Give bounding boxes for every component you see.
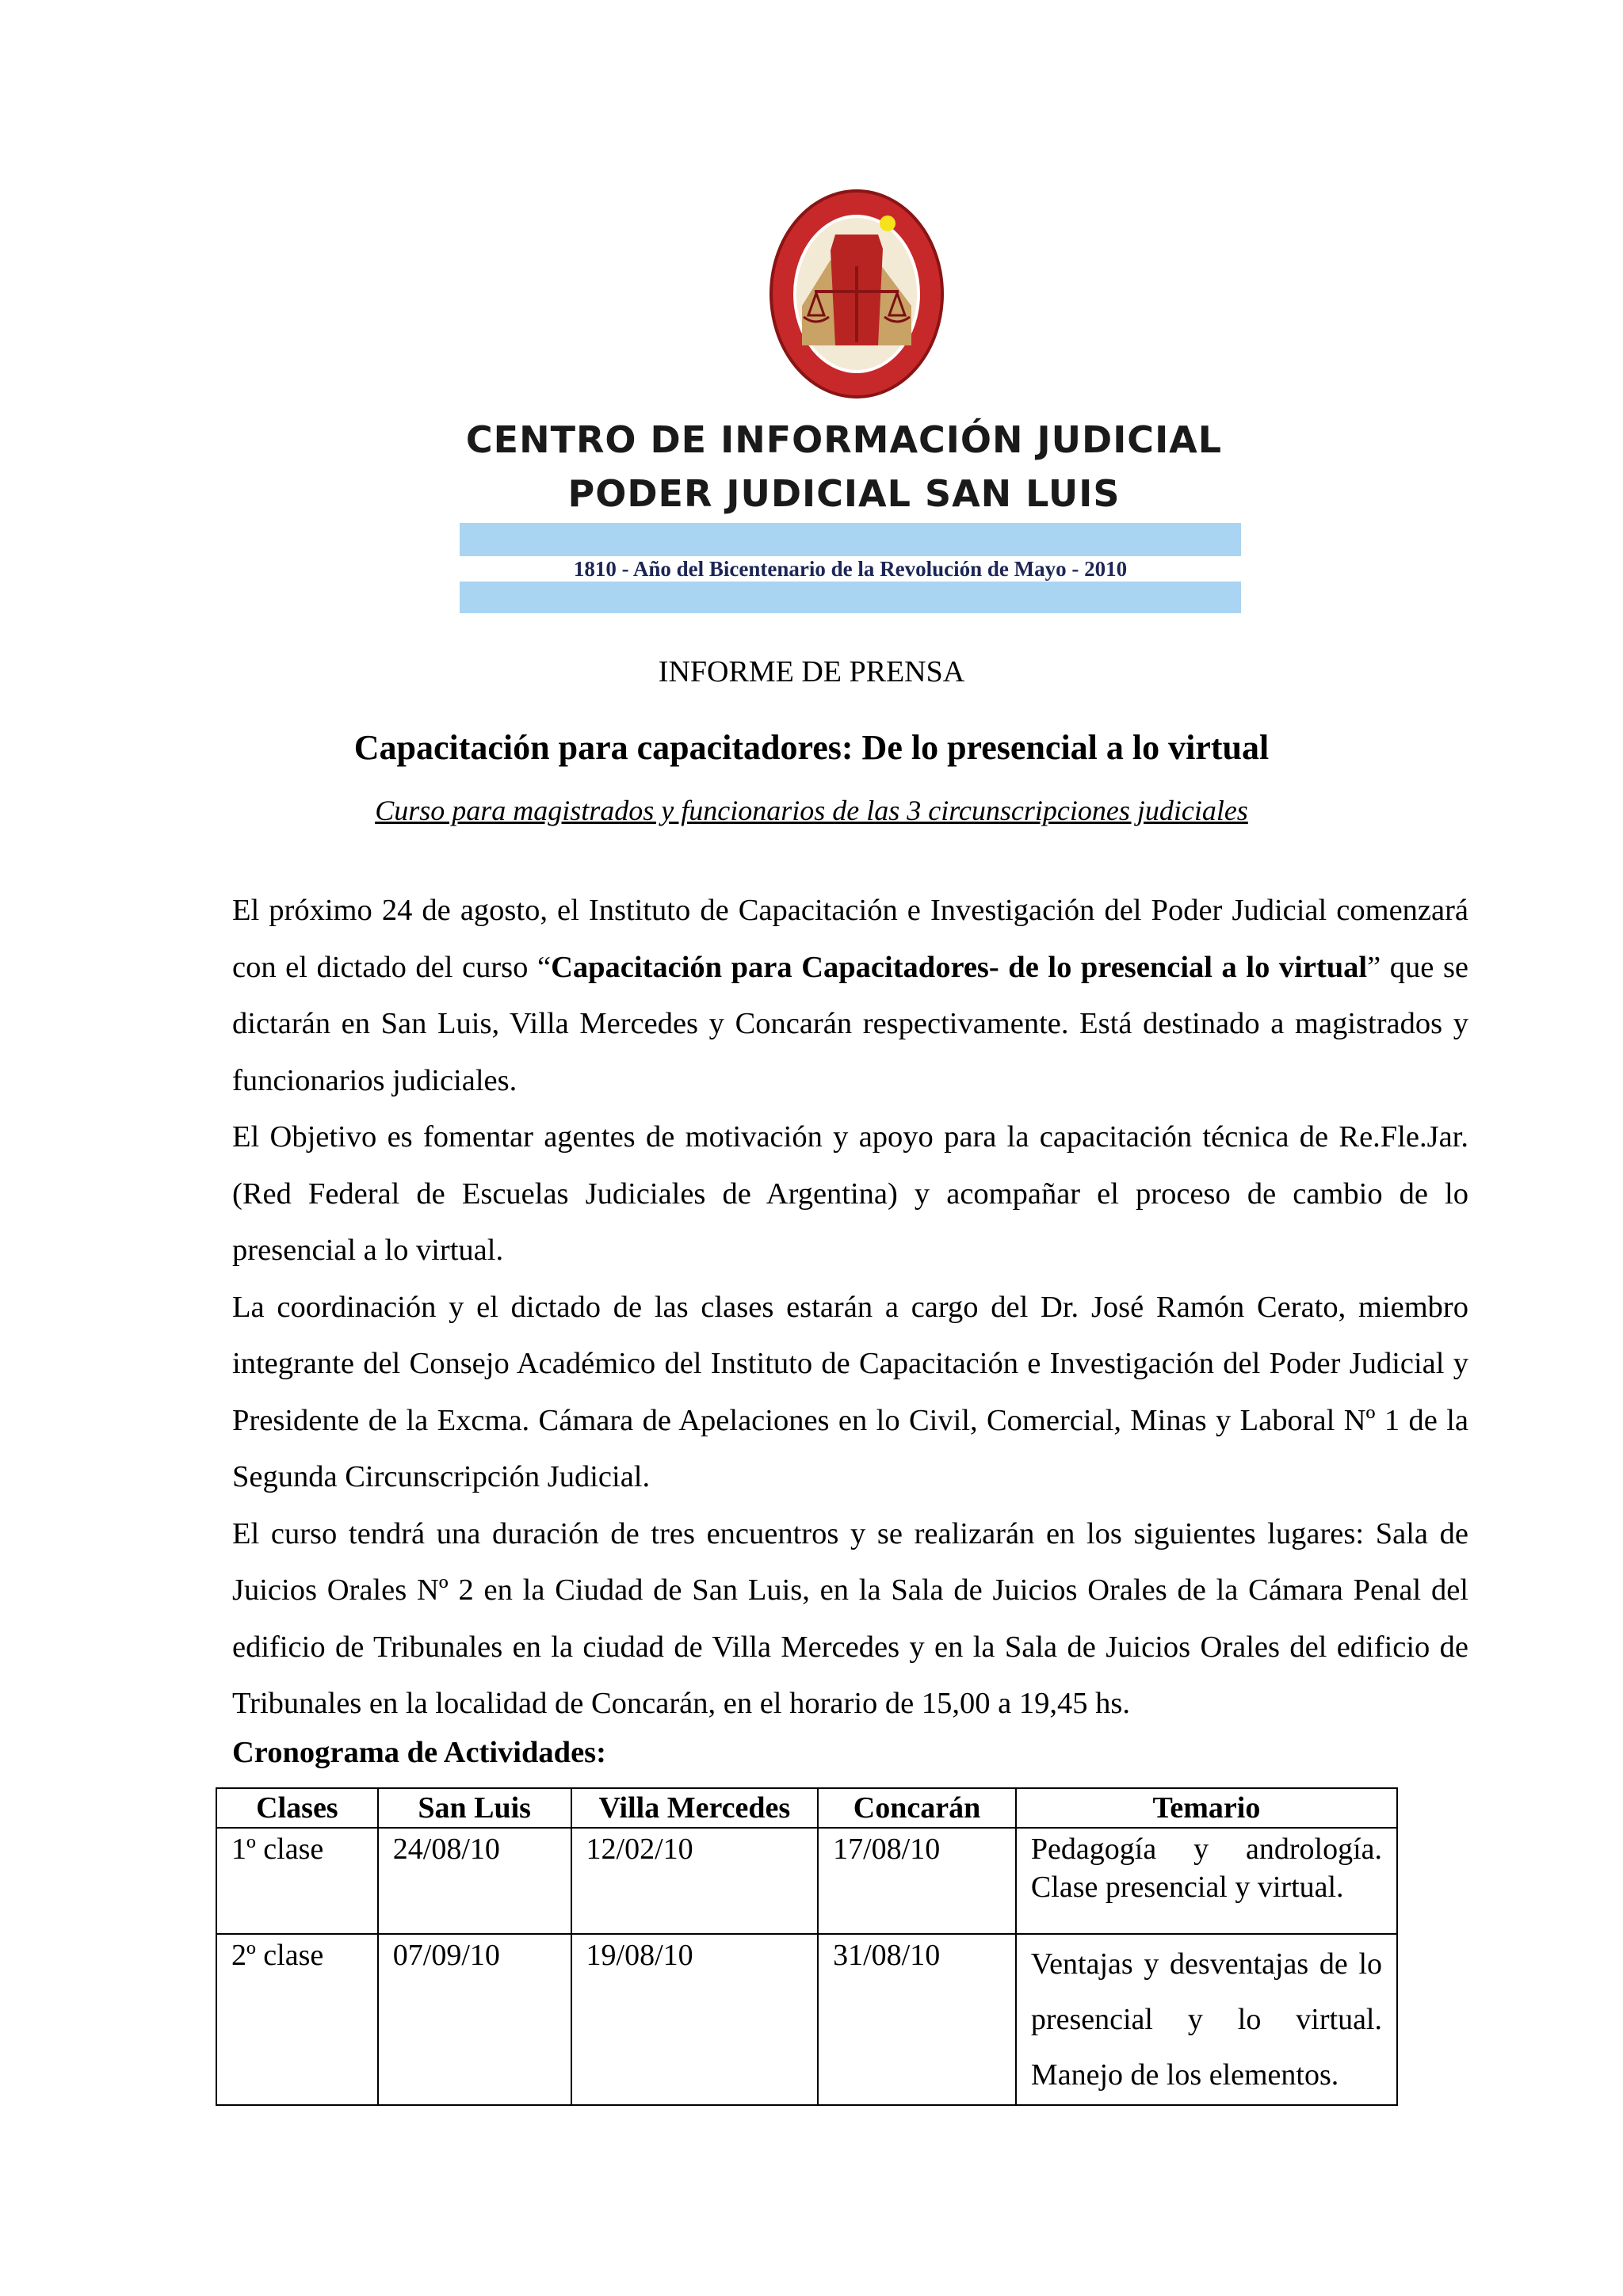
header-concaran: Concarán <box>818 1788 1016 1828</box>
header-band-top <box>460 523 1241 556</box>
headline: Capacitación para capacitadores: De lo presencial a lo virtual <box>353 728 1270 767</box>
course-title: Capacitación para Capacitadores- de lo presencial a lo virtual <box>551 950 1368 984</box>
header-clases: Clases <box>216 1788 378 1828</box>
header-san-luis: San Luis <box>378 1788 571 1828</box>
bicentenario-banner: 1810 - Año del Bicentenario de la Revolución de Mayo - 2010 <box>460 556 1241 582</box>
cell-villa-mercedes: 19/08/10 <box>571 1934 819 2105</box>
paragraph-2: El Objetivo es fomentar agentes de motivación y apoyo para la capacitación técnica de Re.Fle.Jar. (Red Federal de Escuelas Judiciales de Argentina) y acompañar el proceso de cambio de lo presencial a lo virtual. <box>232 1120 1468 1267</box>
schedule-table <box>216 1787 1398 2106</box>
cell-villa-mercedes: 12/02/10 <box>571 1828 819 1934</box>
cell-clase: 1º clase <box>216 1828 378 1934</box>
article-body <box>232 883 1468 1733</box>
cell-san-luis: 24/08/10 <box>378 1828 571 1934</box>
header-band-bottom <box>460 582 1241 613</box>
cell-san-luis: 07/09/10 <box>378 1934 571 2105</box>
paragraph-3: La coordinación y el dictado de las clases estarán a cargo del Dr. José Ramón Cerato, miembro integrante del Consejo Académico del Instituto de Capacitación e Investigación del Poder Judicial y Presidente de la Excma. Cámara de Apelaciones en lo Civil, Comercial, Minas y Laboral Nº 1 de la Segunda Circunscripción Judicial. <box>232 1290 1468 1493</box>
org-title-line1: CENTRO DE INFORMACIÓN JUDICIAL <box>465 418 1223 461</box>
cell-temario: Ventajas y desventajas de lo presencial y lo virtual. Manejo de los elementos. <box>1016 1934 1397 2105</box>
cell-clase: 2º clase <box>216 1934 378 2105</box>
paragraph-1: El próximo 24 de agosto, el Instituto de Capacitación e Investigación del Poder Judicial comenzará con el dictado del curso “Capacitación para Capacitadores- de lo presencial a lo virtual” que se dictarán en San Luis, Villa Mercedes y Concarán respectivamente. Está destinado a magistrados y funcionarios judiciales. <box>232 894 1469 1097</box>
schedule-title: Cronograma de Actividades: <box>232 1736 606 1769</box>
schedule-header-row <box>216 1788 1397 1828</box>
cell-concaran: 17/08/10 <box>818 1828 1016 1934</box>
document-kicker: INFORME DE PRENSA <box>658 655 965 688</box>
header-temario: Temario <box>1016 1788 1397 1828</box>
org-title-line2: PODER JUDICIAL SAN LUIS <box>567 472 1121 515</box>
table-row <box>216 1934 1397 2105</box>
cell-concaran: 31/08/10 <box>818 1934 1016 2105</box>
table-row <box>216 1828 1397 1934</box>
paragraph-4: El curso tendrá una duración de tres encuentros y se realizarán en los siguientes lugares: Sala de Juicios Orales Nº 2 en la Ciudad de San Luis, en la Sala de Juicios Orales de la Cámara Penal del edificio de Tribunales en la ciudad de Villa Mercedes y en la Sala de Juicios Orales del edificio de Tribunales en la localidad de Concarán, en el horario de 15,00 a 19,45 hs. <box>232 1516 1468 1720</box>
poder-judicial-seal <box>767 187 946 401</box>
cell-temario: Pedagogía y andrología. Clase presencial y virtual. <box>1016 1828 1397 1934</box>
header-villa-mercedes: Villa Mercedes <box>571 1788 819 1828</box>
subheadline: Curso para magistrados y funcionarios de las 3 circunscripciones judiciales <box>375 795 1248 826</box>
